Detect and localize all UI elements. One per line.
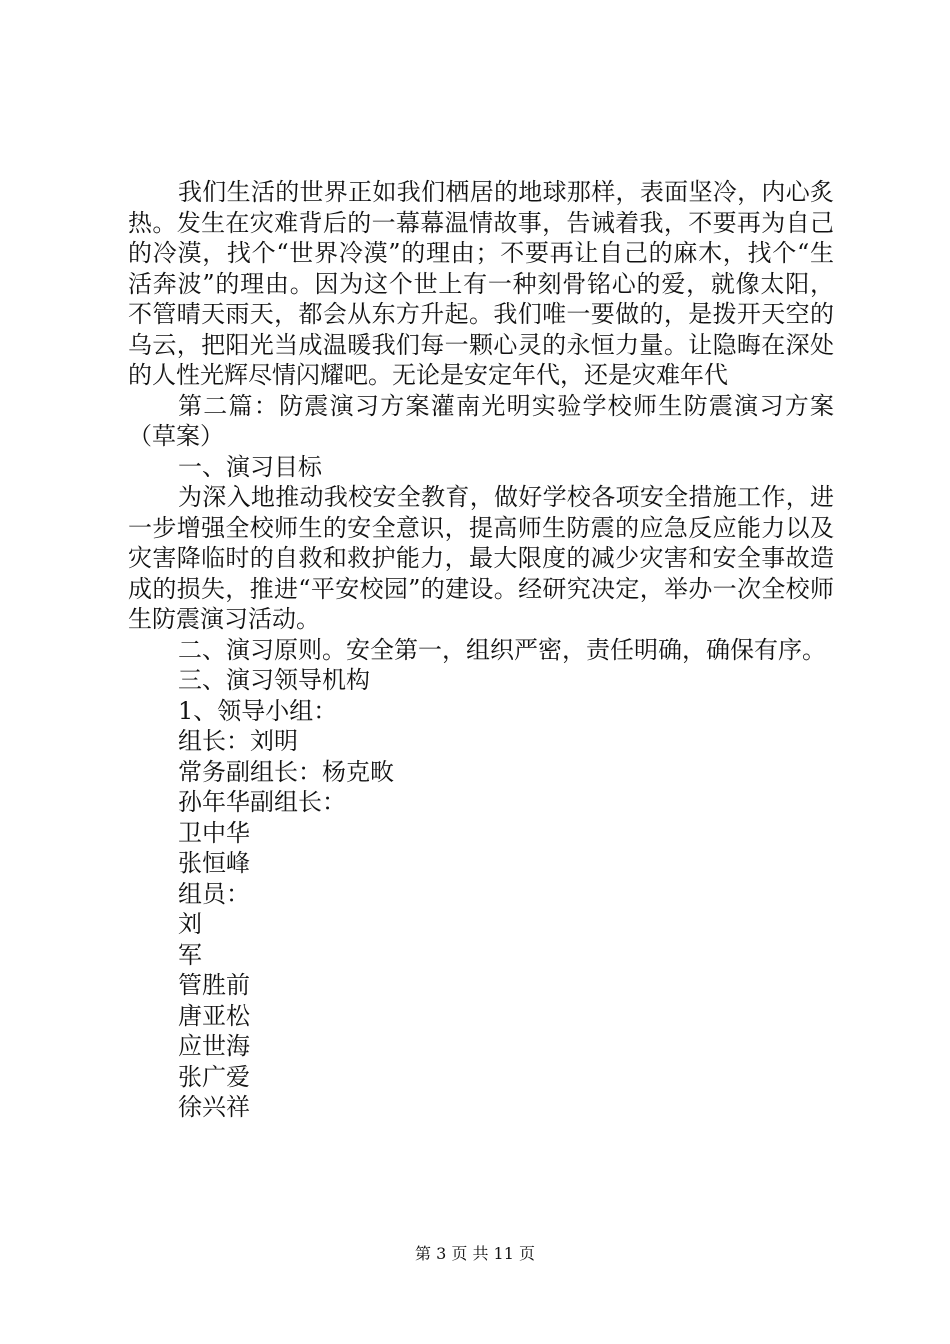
heading-drill-goal: 一、演习目标 (178, 452, 322, 481)
list-item: 刘 (178, 910, 202, 938)
list-item: 常务副组长：杨克畋 (178, 757, 394, 786)
list-item: 张广爱 (178, 1062, 250, 1091)
list-item: 孙年华副组长： (178, 788, 346, 816)
list-item: 卫中华 (178, 818, 250, 847)
list-item: 张恒峰 (178, 849, 250, 877)
page-footer: 第 3 页 共 11 页 (415, 1244, 535, 1263)
list-item: 军 (178, 940, 202, 969)
heading-leadership: 三、演习领导机构 (178, 666, 370, 694)
paragraph-drill-goal: 为深入地推动我校安全教育，做好学校各项安全措施工作，进一步增强全校师生的安全意识，提高师生防震的应急反应能力以及灾害降临时的自救和救护能力，最大限度的减少灾害和安全事故造成的损失，推进“平安校园”的建设。经研究决定，举办一次全校师生防震演习活动。 (128, 483, 834, 633)
leadership-list (128, 696, 834, 1123)
section-title-second-article: 第二篇：防震演习方案灌南光明实验学校师生防震演习方案（草案） (128, 391, 834, 450)
paragraph-earthquake-reflection: 我们生活的世界正如我们栖居的地球那样，表面坚冷，内心炙热。发生在灾难背后的一幕幕温情故事，告诫着我，不要再为自己的冷漠，找个“世界冷漠”的理由；不要再让自己的麻木，找个“生活奔波”的理由。因为这个世上有一种刻骨铭心的爱，就像太阳，不管晴天雨天，都会从东方升起。我们唯一要做的，是拨开天空的乌云，把阳光当成温暖我们每一颗心灵的永恒力量。让隐晦在深处的人性光辉尽情闪耀吧。无论是安定年代，还是灾难年代 (128, 178, 834, 389)
list-item: 组长：刘明 (178, 727, 298, 755)
list-item: 唐亚松 (178, 1001, 250, 1030)
list-item: 组员： (178, 879, 250, 908)
list-item: 应世海 (178, 1032, 250, 1060)
document-body (128, 177, 834, 1123)
paragraph-drill-principle: 二、演习原则。安全第一，组织严密，责任明确，确保有序。 (178, 635, 826, 664)
list-item: 1、领导小组： (178, 696, 338, 725)
list-item: 管胜前 (178, 971, 250, 999)
list-item: 徐兴祥 (178, 1093, 250, 1121)
